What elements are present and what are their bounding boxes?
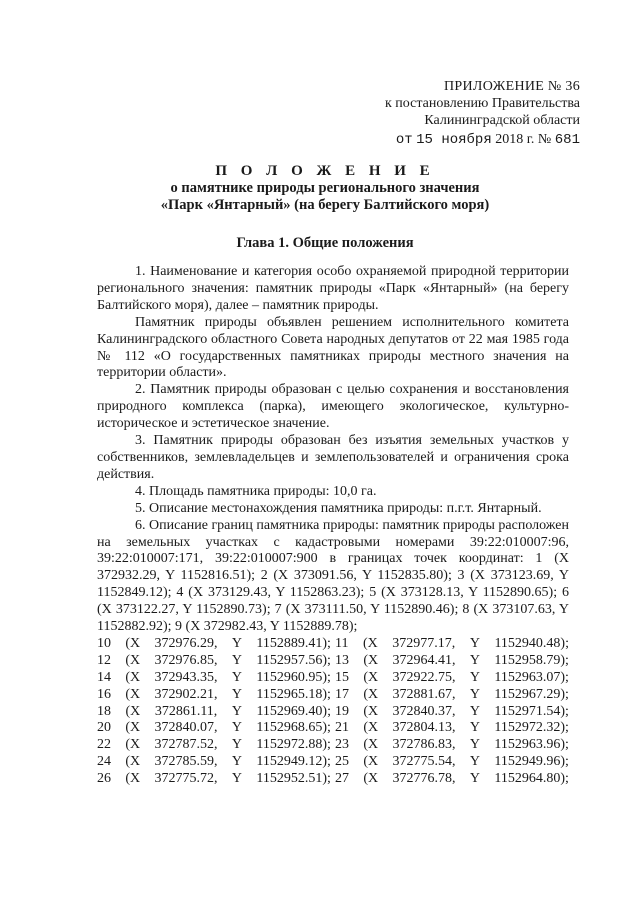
paragraph-6: 5. Описание местонахождения памятника природы: п.г.т. Янтарный. bbox=[135, 500, 542, 516]
coordinate-n: 15 bbox=[335, 669, 349, 685]
coordinate-xv: 372922.75, bbox=[392, 669, 456, 685]
coordinate-n: 16 bbox=[97, 686, 111, 702]
coordinate-yv: 1152969.40); bbox=[256, 703, 331, 719]
coordinate-yv: 1152952.51); bbox=[256, 771, 331, 787]
paragraph-1: 1. Наименование и категория особо охраняемой природной территории регионального значения: памятник природы «Парк «Янтарный» (на берегу Балтийского моря), далее – памятник природы. bbox=[97, 264, 569, 313]
coordinate-yv: 1152963.07); bbox=[494, 669, 569, 685]
coordinate-n: 24 bbox=[97, 754, 111, 770]
appendix-resolution-line: к постановлению Правительства bbox=[384, 96, 580, 111]
paragraph-2: Памятник природы объявлен решением исполнительного комитета Калининградского областного Совета народных депутатов от 22 мая 1985 года № 112 «О государственных памятниках природы местного значения на территории области». bbox=[97, 314, 569, 381]
coordinate-y: Y bbox=[469, 669, 481, 685]
coordinate-x: (X bbox=[125, 669, 141, 685]
coordinate-xv: 372775.72, bbox=[154, 771, 218, 787]
coordinate-entry bbox=[335, 670, 569, 687]
coordinate-n: 12 bbox=[97, 652, 111, 668]
coordinate-x: (X bbox=[363, 771, 379, 787]
paragraph-4: 3. Памятник природы образован без изъятия земельных участков у собственников, землевладельцев и землепользователей и ограничения срока действия. bbox=[97, 433, 569, 482]
coordinate-entry bbox=[97, 653, 331, 670]
appendix-date-line bbox=[340, 131, 580, 149]
coordinates-grid bbox=[97, 636, 569, 788]
coordinate-yv: 1152972.88); bbox=[256, 737, 331, 753]
appendix-number: ПРИЛОЖЕНИЕ № 36 bbox=[444, 79, 580, 94]
coordinate-xv: 372786.83, bbox=[392, 737, 456, 753]
coordinate-xv: 372881.67, bbox=[392, 686, 456, 702]
coordinate-x: (X bbox=[363, 703, 379, 719]
coordinate-entry bbox=[335, 704, 569, 721]
coordinate-entry bbox=[335, 771, 569, 788]
coordinate-xv: 372785.59, bbox=[154, 754, 218, 770]
coordinate-entry bbox=[97, 704, 331, 721]
coordinate-entry bbox=[97, 720, 331, 737]
coordinate-n: 11 bbox=[335, 635, 349, 651]
coordinate-xv: 372840.07, bbox=[154, 720, 218, 736]
coordinate-yv: 1152963.96); bbox=[494, 737, 569, 753]
coordinate-x: (X bbox=[125, 771, 141, 787]
coordinate-x: (X bbox=[125, 652, 141, 668]
coordinate-xv: 372787.52, bbox=[154, 737, 218, 753]
coordinate-y: Y bbox=[231, 686, 243, 702]
coordinate-entry bbox=[335, 636, 569, 653]
coordinate-y: Y bbox=[469, 635, 480, 651]
coordinate-xv: 372840.37, bbox=[392, 703, 456, 719]
coordinate-y: Y bbox=[231, 669, 243, 685]
coordinate-xv: 372976.85, bbox=[154, 652, 218, 668]
coordinate-x: (X bbox=[125, 720, 141, 736]
coordinate-xv: 372861.11, bbox=[154, 703, 218, 719]
coordinate-y: Y bbox=[469, 652, 481, 668]
chapter-heading: Глава 1. Общие положения bbox=[236, 235, 414, 251]
coordinate-xv: 372977.17, bbox=[392, 635, 456, 651]
paragraph-7: 6. Описание границ памятника природы: памятник природы расположен на земельных участках с кадастровыми номерами 39:22:010007:96, 39:22:010007:171, 39:22:010007:900 в границах точек координат: 1 (X 372932.29, Y 1152816.51); 2 (X 373091.56, Y 1152835.80); 3 (X 373123.69, Y 1152849.12); 4 (X 373129.43, Y 1152863.23); 5 (X 373128.13, Y 1152890.65); 6 (X 373122.27, Y 1152890.73); 7 (X 373111.50, Y 1152890.46); 8 (X 373107.63, Y 1152882.92); 9 (X 372982.43, Y 1152889.78); bbox=[97, 517, 569, 635]
appendix-region-line: Калининградской области bbox=[424, 113, 580, 128]
document-subtitle-line2: «Парк «Янтарный» (на берегу Балтийского моря) bbox=[160, 197, 490, 213]
coordinate-n: 14 bbox=[97, 669, 111, 685]
coordinate-entry bbox=[335, 737, 569, 754]
resolution-number: 681 bbox=[554, 132, 580, 148]
coordinate-x: (X bbox=[363, 669, 379, 685]
coordinate-n: 25 bbox=[335, 754, 349, 770]
coordinate-y: Y bbox=[231, 754, 243, 770]
coordinate-n: 27 bbox=[335, 771, 349, 787]
coordinate-y: Y bbox=[231, 652, 243, 668]
document-body bbox=[97, 264, 569, 788]
coordinate-yv: 1152968.65); bbox=[256, 720, 331, 736]
coordinate-n: 19 bbox=[335, 703, 349, 719]
coordinate-entry bbox=[335, 653, 569, 670]
coordinate-entry bbox=[97, 687, 331, 704]
coordinate-n: 13 bbox=[335, 652, 349, 668]
coordinate-entry bbox=[97, 754, 331, 771]
coordinate-n: 26 bbox=[97, 771, 111, 787]
coordinate-x: (X bbox=[125, 686, 141, 702]
coordinate-x: (X bbox=[125, 635, 141, 651]
coordinate-x: (X bbox=[125, 737, 141, 753]
coordinate-xv: 372776.78, bbox=[392, 771, 456, 787]
paragraph-3: 2. Памятник природы образован с целью сохранения и восстановления природного комплекса (парка), имеющего экологическое, культурно-историческое и эстетическое значение. bbox=[97, 382, 569, 432]
appendix-header bbox=[340, 78, 580, 149]
coordinate-entry bbox=[335, 754, 569, 771]
coordinate-x: (X bbox=[363, 635, 378, 651]
date-value: 15 ноября bbox=[416, 132, 492, 148]
coordinate-xv: 372775.54, bbox=[392, 754, 456, 770]
document-title: П О Л О Ж Е Н И Е bbox=[215, 163, 435, 179]
coordinate-yv: 1152958.79); bbox=[494, 652, 569, 668]
coordinate-yv: 1152972.32); bbox=[494, 720, 569, 736]
document-subtitle-line1: о памятнике природы регионального значения bbox=[170, 180, 480, 196]
coordinate-n: 22 bbox=[97, 737, 111, 753]
coordinate-entry bbox=[97, 771, 331, 788]
coordinate-xv: 372976.29, bbox=[154, 635, 218, 651]
coordinate-entry bbox=[335, 720, 569, 737]
coordinate-xv: 372943.35, bbox=[154, 669, 218, 685]
year-label: 2018 г. № bbox=[495, 132, 552, 147]
coordinate-y: Y bbox=[469, 686, 481, 702]
coordinate-y: Y bbox=[231, 737, 243, 753]
coordinate-y: Y bbox=[469, 703, 481, 719]
coordinate-yv: 1152967.29); bbox=[494, 686, 569, 702]
coordinate-yv: 1152940.48); bbox=[494, 635, 569, 651]
coordinate-x: (X bbox=[125, 703, 141, 719]
coordinate-yv: 1152965.18); bbox=[256, 686, 331, 702]
coordinate-y: Y bbox=[231, 635, 243, 651]
coordinate-y: Y bbox=[469, 771, 481, 787]
coordinate-y: Y bbox=[469, 754, 481, 770]
coordinate-x: (X bbox=[125, 754, 141, 770]
coordinate-yv: 1152949.12); bbox=[256, 754, 331, 770]
coordinate-xv: 372804.13, bbox=[392, 720, 456, 736]
coordinate-entry bbox=[97, 737, 331, 754]
coordinate-x: (X bbox=[363, 686, 379, 702]
coordinate-y: Y bbox=[231, 720, 243, 736]
coordinate-yv: 1152971.54); bbox=[494, 703, 569, 719]
coordinate-xv: 372964.41, bbox=[392, 652, 456, 668]
coordinate-entry bbox=[335, 687, 569, 704]
coordinate-y: Y bbox=[469, 720, 481, 736]
coordinate-y: Y bbox=[231, 703, 242, 719]
coordinate-entry bbox=[97, 636, 331, 653]
coordinate-x: (X bbox=[363, 737, 379, 753]
paragraph-5: 4. Площадь памятника природы: 10,0 га. bbox=[135, 483, 377, 499]
coordinate-x: (X bbox=[363, 720, 379, 736]
coordinate-y: Y bbox=[469, 737, 481, 753]
coordinate-y: Y bbox=[231, 771, 243, 787]
coordinate-yv: 1152957.56); bbox=[256, 652, 331, 668]
coordinate-x: (X bbox=[363, 754, 379, 770]
coordinate-n: 20 bbox=[97, 720, 111, 736]
coordinate-n: 18 bbox=[97, 703, 111, 719]
coordinate-n: 17 bbox=[335, 686, 349, 702]
coordinate-yv: 1152949.96); bbox=[494, 754, 569, 770]
date-prefix: от bbox=[395, 132, 413, 148]
coordinate-n: 10 bbox=[97, 635, 111, 651]
coordinate-xv: 372902.21, bbox=[154, 686, 218, 702]
coordinate-n: 21 bbox=[335, 720, 349, 736]
coordinate-yv: 1152964.80); bbox=[494, 771, 569, 787]
coordinate-yv: 1152960.95); bbox=[256, 669, 331, 685]
coordinate-entry bbox=[97, 670, 331, 687]
coordinate-n: 23 bbox=[335, 737, 349, 753]
coordinate-x: (X bbox=[363, 652, 379, 668]
coordinate-yv: 1152889.41); bbox=[256, 635, 331, 651]
